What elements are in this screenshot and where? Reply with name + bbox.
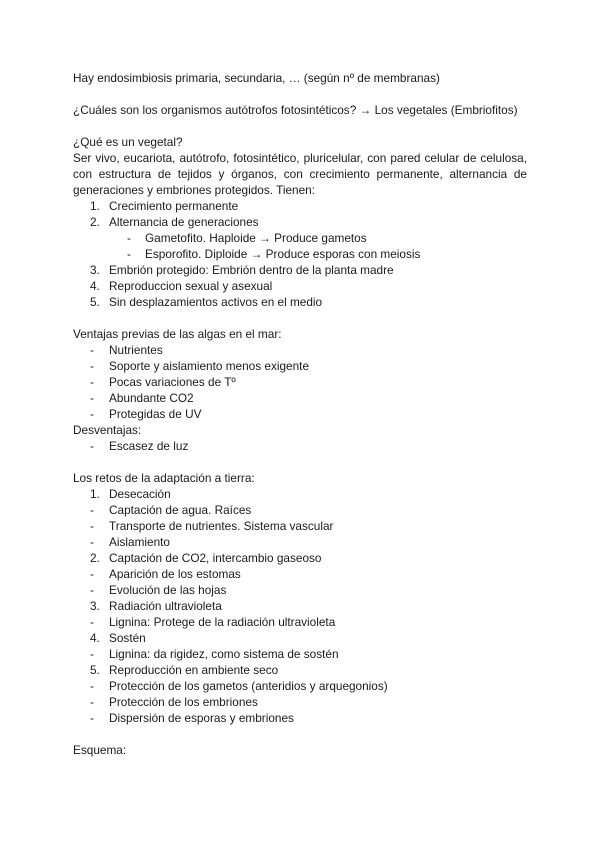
list-item-text: Escasez de luz <box>109 439 189 453</box>
list-item <box>73 710 527 726</box>
list-item-text: Soporte y aislamiento menos exigente <box>109 359 310 373</box>
list-item-text: Alternancia de generaciones <box>109 215 259 229</box>
sublist-item-text: Gametofito. Haploide → Produce gametos <box>145 231 367 245</box>
list-item-text: Sostén <box>109 631 146 645</box>
list-item <box>73 294 527 310</box>
list-item-text: Embrión protegido: Embrión dentro de la planta madre <box>109 263 394 277</box>
list-item <box>73 550 527 566</box>
sublist-item <box>73 230 527 246</box>
list-item-text: Abundante CO2 <box>109 391 194 405</box>
list-item-text: Protegidas de UV <box>109 407 202 421</box>
list-item-text: Radiación ultravioleta <box>109 599 222 613</box>
retos-heading: Los retos de la adaptación a tierra: <box>73 471 255 485</box>
list-item-text: Crecimiento permanente <box>109 199 239 213</box>
list-marker: 4. <box>90 631 100 645</box>
list-marker: 1. <box>90 487 100 501</box>
list-item <box>73 566 527 582</box>
list-number: 1. <box>90 199 100 213</box>
list-item <box>73 678 527 694</box>
list-marker: - <box>90 567 94 581</box>
list-item <box>73 278 527 294</box>
list-item <box>73 694 527 710</box>
list-item-text: Reproduccion sexual y asexual <box>109 279 273 293</box>
list-item-text: Pocas variaciones de Tº <box>109 375 236 389</box>
list-marker: - <box>90 519 94 533</box>
list-item <box>73 662 527 678</box>
autotrofos-question: ¿Cuáles son los organismos autótrofos fotosintéticos? → Los vegetales (Embriofitos) <box>73 103 518 117</box>
dash-marker: - <box>127 247 131 261</box>
list-item <box>73 390 527 406</box>
list-marker: - <box>90 679 94 693</box>
dash-marker: - <box>90 375 94 389</box>
ventajas-heading: Ventajas previas de las algas en el mar: <box>73 327 282 341</box>
list-marker: - <box>90 503 94 517</box>
esquema-heading: Esquema: <box>73 743 127 757</box>
dash-marker: - <box>90 407 94 421</box>
list-number: 2. <box>90 215 100 229</box>
list-item <box>73 406 527 422</box>
list-item <box>73 438 527 454</box>
sublist-item <box>73 246 527 262</box>
dash-marker: - <box>90 439 94 453</box>
list-item-text: Captación de CO2, intercambio gaseoso <box>109 551 322 565</box>
list-marker: 2. <box>90 551 100 565</box>
list-marker: - <box>90 647 94 661</box>
list-item-text: Captación de agua. Raíces <box>109 503 252 517</box>
sublist-item-text: Esporofito. Diploide → Produce esporas con meiosis <box>145 247 421 261</box>
dash-marker: - <box>127 231 131 245</box>
list-number: 5. <box>90 295 100 309</box>
dash-marker: - <box>90 391 94 405</box>
list-item-text: Desecación <box>109 487 171 501</box>
list-item <box>73 214 527 230</box>
list-item <box>73 342 527 358</box>
list-item <box>73 502 527 518</box>
desventajas-heading: Desventajas: <box>73 423 142 437</box>
list-item-text: Transporte de nutrientes. Sistema vascular <box>109 519 334 533</box>
list-marker: - <box>90 615 94 629</box>
list-item <box>73 598 527 614</box>
endosimbiosis-line: Hay endosimbiosis primaria, secundaria, … (según nº de membranas) <box>73 71 440 85</box>
list-item-text: Protección de los gametos (anteridios y arquegonios) <box>109 679 388 693</box>
list-item-text: Aparición de los estomas <box>109 567 241 581</box>
document-body <box>73 70 527 758</box>
list-item <box>73 582 527 598</box>
list-marker: 5. <box>90 663 100 677</box>
list-item-text: Evolución de las hojas <box>109 583 227 597</box>
list-item-text: Lignina: Protege de la radiación ultravioleta <box>109 615 336 629</box>
list-marker: - <box>90 711 94 725</box>
list-item <box>73 534 527 550</box>
dash-marker: - <box>90 343 94 357</box>
list-item-text: Sin desplazamientos activos en el medio <box>109 295 323 309</box>
list-item-text: Dispersión de esporas y embriones <box>109 711 294 725</box>
list-item <box>73 518 527 534</box>
list-item <box>73 198 527 214</box>
vegetal-question: ¿Qué es un vegetal? <box>73 135 183 149</box>
list-item-text: Protección de los embriones <box>109 695 258 709</box>
list-marker: - <box>90 583 94 597</box>
list-item <box>73 486 527 502</box>
list-marker: 3. <box>90 599 100 613</box>
list-marker: - <box>90 535 94 549</box>
list-item <box>73 374 527 390</box>
list-item-text: Reproducción en ambiente seco <box>109 663 279 677</box>
dash-marker: - <box>90 359 94 373</box>
list-item-text: Aislamiento <box>109 535 170 549</box>
list-item <box>73 262 527 278</box>
list-item-text: Nutrientes <box>109 343 163 357</box>
list-item-text: Lignina: da rigidez, como sistema de sostén <box>109 647 339 661</box>
list-marker: - <box>90 695 94 709</box>
list-item <box>73 646 527 662</box>
vegetal-definition: Ser vivo, eucariota, autótrofo, fotosintético, pluricelular, con pared celular de celulosa, con estructura de tejidos y órganos, con crecimiento permanente, alternancia de generaciones y embriones protegidos. Tienen: <box>73 151 527 197</box>
list-item <box>73 358 527 374</box>
list-number: 3. <box>90 263 100 277</box>
list-item <box>73 630 527 646</box>
list-item <box>73 614 527 630</box>
list-number: 4. <box>90 279 100 293</box>
